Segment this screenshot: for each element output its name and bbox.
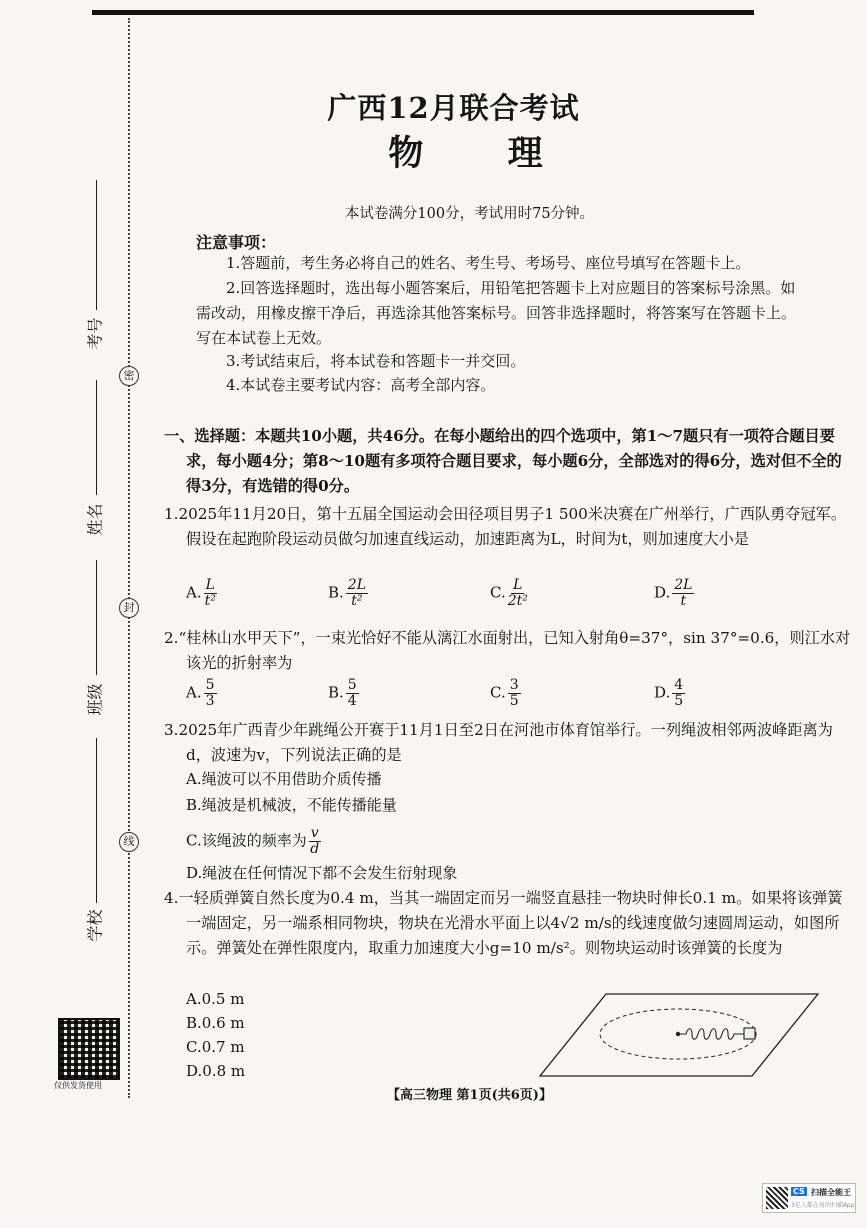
q4-option-d[interactable]: D.0.8 m [186, 1062, 246, 1080]
notice-item-4: 4.本试卷主要考试内容：高考全部内容。 [226, 376, 496, 394]
section-heading: 一、选择题：本题共10小题，共46分。在每小题给出的四个选项中，第1～7题只有一项符合题目要求，每小题4分；第8～10题有多项符合题目要求，每小题6分，全部选对的得6分，选对但不全的得3分，有选错的得0分。 [164, 427, 842, 495]
exam-info: 本试卷满分100分，考试用时75分钟。 [344, 206, 595, 222]
spring-coil [678, 1029, 744, 1040]
q4-option-c[interactable]: C.0.7 m [186, 1038, 245, 1056]
seal-mark-xian: 线 [119, 832, 139, 852]
q1-option-c[interactable]: C. $\frac{L}{\text{2t²}}$ [490, 577, 528, 609]
scanner-badge [762, 1183, 856, 1213]
exam-title: 广西12月联合考试 [327, 91, 580, 125]
q4-stem: 4.一轻质弹簧自然长度为0.4 m，当其一端固定而另一端竖直悬挂一物块时伸长0.1 m。如果将该弹簧一端固定，另一端系相同物块，物块在光滑水平面上以4√2 m/s的线速度做匀速圆周运动，如图所示。弹簧处在弹性限度内，取重力加速度大小g=10 m/s²。则物块运动时该弹簧的长度为 [164, 889, 843, 957]
q3-option-c[interactable]: C.该绳波的频率为 $\frac{v}{d}$ [186, 825, 320, 857]
exam-id-line[interactable] [96, 180, 98, 310]
notice-item-2: 2.回答选择题时，选出每小题答案后，用铅笔把答题卡上对应题目的答案标号涂黑。如需改动，用橡皮擦干净后，再选涂其他答案标号。回答非选择题时，将答案写在答题卡上。写在本试卷上无效。 [196, 279, 797, 347]
class-line[interactable] [96, 560, 98, 675]
class-label: 班级 [85, 683, 105, 716]
q3-option-b[interactable]: B.绳波是机械波，不能传播能量 [186, 796, 397, 814]
scanner-logo: CS [793, 1187, 805, 1196]
qr-code [58, 1018, 120, 1080]
name-label: 姓名 [85, 503, 105, 536]
q2-stem: 2.“桂林山水甲天下”，一束光恰好不能从漓江水面射出，已知入射角θ=37°，sin 37°=0.6，则江水对该光的折射率为 [164, 629, 851, 672]
q4-option-a[interactable]: A.0.5 m [186, 990, 245, 1008]
exam-id-label: 考号 [85, 317, 105, 350]
notice-item-1: 1.答题前，考生务必将自己的姓名、考生号、考场号、座位号填写在答题卡上。 [226, 254, 751, 272]
q3-stem: 3.2025年广西青少年跳绳公开赛于11月1日至2日在河池市体育馆举行。一列绳波相邻两波峰距离为d，波速为v，下列说法正确的是 [164, 721, 833, 764]
q2-option-c[interactable]: C. $\frac{3}{5}$ [490, 677, 519, 709]
top-rule [92, 10, 754, 15]
seal-mark-feng: 封 [119, 598, 139, 618]
seal-mark-mi: 密 [119, 366, 139, 386]
q1-option-d[interactable]: D. $\frac{2L}{t}$ [654, 577, 693, 609]
block [744, 1028, 755, 1039]
subject-title: 物 理 [388, 133, 579, 174]
spring-circular-motion-figure [538, 990, 820, 1080]
binding-dotted-line [128, 18, 130, 1098]
name-line[interactable] [96, 380, 98, 495]
school-line[interactable] [96, 738, 98, 903]
q1-option-a[interactable]: A. $\frac{L}{\text{t²}}$ [186, 577, 216, 609]
q3-option-a[interactable]: A.绳波可以不用借助介质传播 [186, 770, 382, 788]
scanner-sub: 3亿人都在用的扫描App [791, 1202, 855, 1209]
q1-option-b[interactable]: B. $\frac{2L}{\text{t²}}$ [328, 577, 367, 609]
q2-option-b[interactable]: B. $\frac{5}{4}$ [328, 677, 357, 709]
q4-option-b[interactable]: B.0.6 m [186, 1014, 245, 1032]
school-label: 学校 [85, 909, 105, 942]
q3-option-d[interactable]: D.绳波在任何情况下都不会发生衍射现象 [186, 864, 458, 882]
notice-item-3: 3.考试结束后，将本试卷和答题卡一并交回。 [226, 352, 526, 370]
q1-stem: 1.2025年11月20日，第十五届全国运动会田径项目男子1 500米决赛在广州举行，广西队勇夺冠军。假设在起跑阶段运动员做匀加速直线运动，加速距离为L，时间为t，则加速度大小是 [164, 505, 847, 548]
scanner-qr-icon [766, 1187, 788, 1209]
notice-title: 注意事项： [196, 233, 277, 252]
q2-option-d[interactable]: D. $\frac{4}{5}$ [654, 677, 684, 709]
page-footer: 【高三物理 第1页(共6页)】 [387, 1088, 552, 1103]
q2-option-a[interactable]: A. $\frac{5}{3}$ [186, 677, 215, 709]
scanner-name: 扫描全能王 [811, 1188, 851, 1197]
qr-caption: 仅供发货使用 [54, 1081, 102, 1090]
